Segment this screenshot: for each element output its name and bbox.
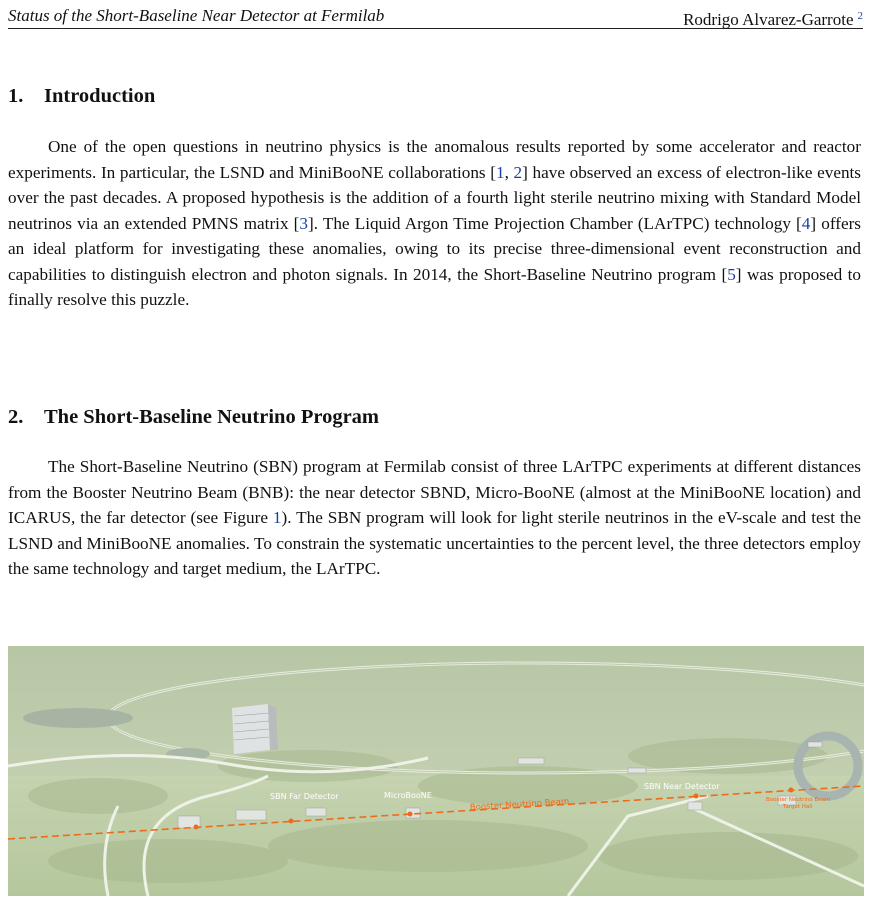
introduction-paragraph (8, 134, 861, 313)
figure-sbn-aerial-map (8, 646, 864, 896)
section-heading-introduction (8, 84, 155, 108)
paragraph-text: The Short-Baseline Neutrino (SBN) program at Fermilab consist of three LArTPC experiments at different distances from the Booster Neutrino Beam (BNB): the near detector SBND, Micro-BooNE (almost at the MiniBooNE location) and ICARUS, the far detector (see Figure (8, 457, 861, 527)
paragraph-text: ] offers an ideal platform for investigating these anomalies, owing to its precise three-dimensional event reconstruction and capabilities to distinguish electron and photon signals. In 2014, the Short-Baseline Neutrino program [ (8, 213, 861, 284)
label-target-hall-line1: Booster Neutrino Beam (766, 797, 831, 803)
running-title: Status of the Short-Baseline Near Detector at Fermilab (8, 6, 385, 25)
section-number: 2. (8, 406, 24, 428)
aerial-illustration (8, 646, 864, 896)
pond (23, 708, 133, 728)
paragraph-text: ] have observed an excess of electron-like events over the past decades. A proposed hypothesis is the addition of a fourth light sterile neutrino mixing with Standard Model neutrinos via an extended PMNS matrix [ (8, 162, 862, 233)
wilson-hall-building (232, 704, 278, 754)
running-header (8, 4, 863, 29)
label-booster-neutrino-beam: Booster Neutrino Beam (469, 796, 570, 813)
section-heading-sbn-program (8, 405, 379, 429)
paragraph-text: One of the open questions in neutrino physics is the anomalous results reported by some accelerator and reactor experiments. In particular, the LSND and MiniBooNE collaborations [ (8, 137, 861, 182)
citation-link[interactable]: 1 (496, 162, 505, 182)
paragraph-text: ). The SBN program will look for light sterile neutrinos in the eV-scale and test the LSND and MiniBooNE anomalies. To constrain the systematic uncertainties to the percent level, the three detectors employ the same technology and target medium, the LArTPC. (8, 508, 861, 578)
label-sbn-far-detector: SBN Far Detector (270, 792, 339, 801)
section-number: 1. (8, 85, 24, 107)
citation-link[interactable]: 2 (513, 162, 523, 182)
section-title: Introduction (44, 85, 156, 107)
citation-link[interactable]: 5 (727, 264, 736, 284)
citation-link[interactable]: 3 (299, 213, 308, 233)
label-sbn-near-detector: SBN Near Detector (644, 782, 720, 791)
paragraph-text: ]. The Liquid Argon Time Projection Chamber (LArTPC) technology [ (308, 213, 802, 233)
label-microboone: MicroBooNE (384, 791, 432, 800)
section-title: The Short-Baseline Neutrino Program (44, 406, 379, 428)
citation-link[interactable]: 1 (272, 508, 282, 527)
citation-link[interactable]: 4 (801, 213, 811, 233)
paragraph-text: , (504, 162, 514, 182)
label-target-hall-line2: Target Hall (783, 804, 813, 810)
page-number: 2 (857, 10, 863, 22)
paragraph-text: ] was proposed to finally resolve this puzzle. (8, 264, 861, 309)
author-name: Rodrigo Alvarez-Garrote (683, 10, 854, 29)
sbn-program-paragraph (8, 454, 861, 582)
running-author (683, 4, 863, 32)
